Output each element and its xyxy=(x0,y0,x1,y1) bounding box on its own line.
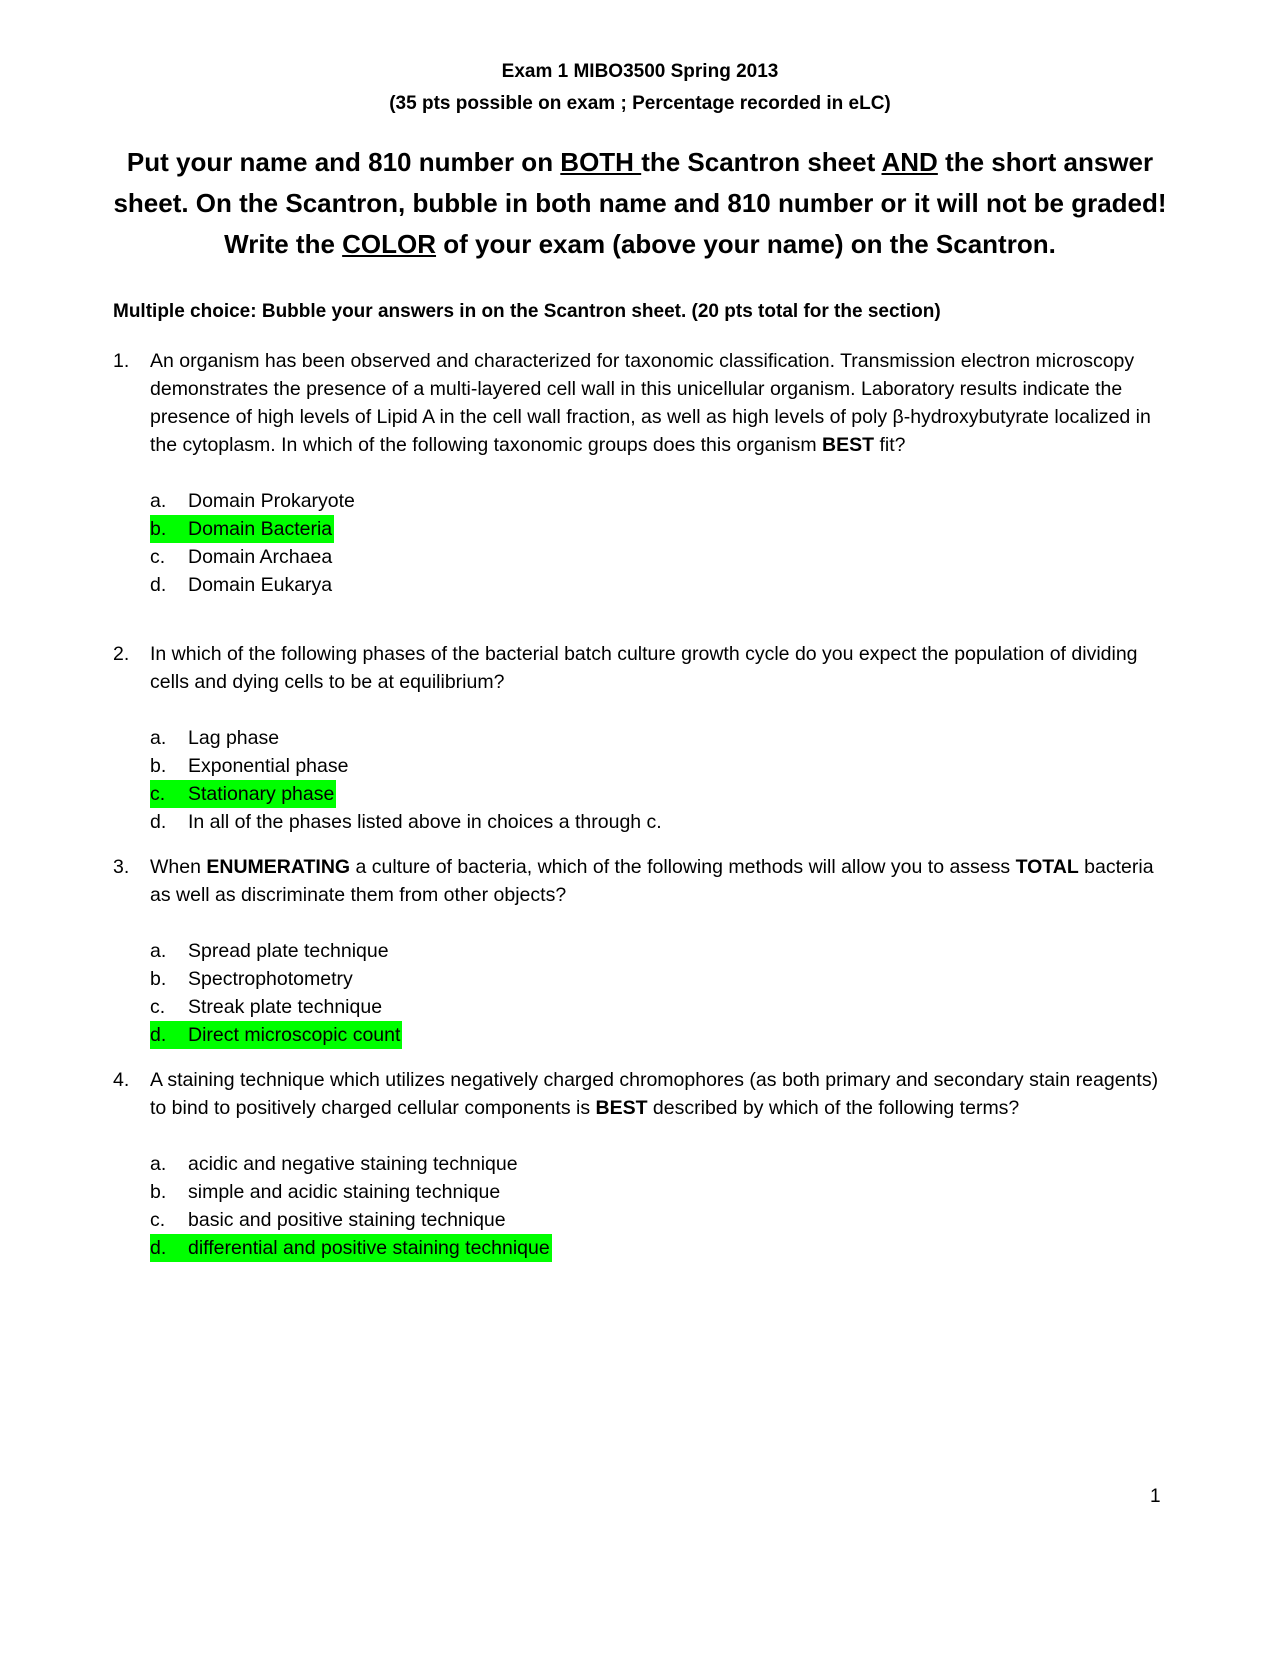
choice xyxy=(150,965,1163,993)
question xyxy=(113,640,1163,836)
choice-list xyxy=(150,487,1163,599)
choice xyxy=(150,752,1163,780)
choice-letter: d. xyxy=(150,1024,167,1046)
choice xyxy=(150,937,1163,965)
choice-text: simple and acidic staining technique xyxy=(188,1181,501,1203)
choice-letter: d. xyxy=(150,1237,167,1259)
choice-content xyxy=(150,752,350,780)
question xyxy=(113,1066,1163,1262)
emphasis-text: BEST xyxy=(595,1097,648,1119)
question-text-part: A staining technique which utilizes negatively charged chromophores (as both primary and secondary stain reagents) to bind to positively charged cellular components is xyxy=(150,1069,1159,1119)
choice xyxy=(150,993,1163,1021)
choice-letter: b. xyxy=(150,1181,167,1203)
emphasis-text: TOTAL xyxy=(1015,856,1079,878)
emphasis-text: ENUMERATING xyxy=(206,856,351,878)
choice-text: Domain Archaea xyxy=(188,546,333,568)
choice-letter: a. xyxy=(150,727,167,749)
choice-letter: a. xyxy=(150,490,167,512)
choice-text: Domain Bacteria xyxy=(188,518,333,540)
choice-content xyxy=(150,1234,552,1262)
choice-content xyxy=(150,515,334,543)
question-number: 3. xyxy=(113,856,130,878)
question-text-part: An organism has been observed and characterized for taxonomic classification. Transmission electron microscopy demonstrates the presence of a multi-layered cell wall in this unicellular organism. Laboratory results indicate the presence of high levels of Lipid A in the cell wall fraction, as well as high levels of poly β-hydroxybutyrate localized in the cytoplasm. In which of the following taxonomic groups does this organism xyxy=(150,350,1151,456)
instructions-color: COLOR xyxy=(342,229,437,259)
choice-list xyxy=(150,937,1163,1049)
choice-content xyxy=(150,993,384,1021)
choice-content xyxy=(150,571,334,599)
choice-text: Direct microscopic count xyxy=(188,1024,401,1046)
instructions-both: BOTH xyxy=(560,147,642,177)
question-text-part: a culture of bacteria, which of the following methods will allow you to assess xyxy=(350,856,1016,878)
choice-letter: d. xyxy=(150,811,167,833)
section-heading: Multiple choice: Bubble your answers in on the Scantron sheet. (20 pts total for the section) xyxy=(113,301,941,322)
question-text-part: bacteria as well as discriminate them from other objects? xyxy=(150,856,1154,906)
question-text xyxy=(150,640,1163,696)
question-text xyxy=(150,1066,1163,1122)
choice-content xyxy=(150,724,281,752)
question-number: 4. xyxy=(113,1069,130,1091)
choice-text: basic and positive staining technique xyxy=(188,1209,506,1231)
choice-content xyxy=(150,543,334,571)
exam-title: Exam 1 MIBO3500 Spring 2013 xyxy=(501,61,779,82)
instructions-text: of your exam (above your name) on the Scantron. xyxy=(436,229,1056,259)
question-text-part: In which of the following phases of the bacterial batch culture growth cycle do you expect the population of dividing cells and dying cells to be at equilibrium? xyxy=(150,643,1138,693)
correct-choice xyxy=(150,1234,1163,1262)
choice-text: differential and positive staining technique xyxy=(188,1237,550,1259)
choice-letter: b. xyxy=(150,755,167,777)
question-text xyxy=(150,347,1163,459)
choice xyxy=(150,487,1163,515)
instructions xyxy=(100,142,1180,265)
instructions-text: the short answer sheet. On the Scantron, bubble in both name and 810 number or it will not be graded! Write the xyxy=(113,147,1167,259)
choice-letter: b. xyxy=(150,968,167,990)
choice-letter: c. xyxy=(150,546,166,568)
question-text-part: When xyxy=(150,856,207,878)
correct-choice xyxy=(150,1021,1163,1049)
exam-subtitle: (35 pts possible on exam ; Percentage recorded in eLC) xyxy=(389,93,891,114)
choice-letter: c. xyxy=(150,1209,166,1231)
page-number: 1 xyxy=(1150,1486,1161,1507)
choice-content xyxy=(150,1021,402,1049)
choice-text: Lag phase xyxy=(188,727,280,749)
correct-choice xyxy=(150,515,1163,543)
choice-content xyxy=(150,808,664,836)
choice xyxy=(150,724,1163,752)
choice-text: In all of the phases listed above in choices a through c. xyxy=(188,811,662,833)
choice-content xyxy=(150,780,336,808)
choice-content xyxy=(150,937,391,965)
choice-content xyxy=(150,1150,520,1178)
choice-list xyxy=(150,1150,1163,1262)
choice-letter: b. xyxy=(150,518,167,540)
choice xyxy=(150,808,1163,836)
choice-text: Stationary phase xyxy=(188,783,335,805)
choice-text: Domain Eukarya xyxy=(188,574,333,596)
question-text-part: described by which of the following terms? xyxy=(647,1097,1020,1119)
question xyxy=(113,347,1163,599)
choice-content xyxy=(150,487,357,515)
choice-list xyxy=(150,724,1163,836)
choice-text: Domain Prokaryote xyxy=(188,490,355,512)
choice-text: Exponential phase xyxy=(188,755,349,777)
question-number: 1. xyxy=(113,350,130,372)
choice xyxy=(150,543,1163,571)
choice xyxy=(150,1178,1163,1206)
choice-content xyxy=(150,965,355,993)
choice xyxy=(150,1206,1163,1234)
emphasis-text: BEST xyxy=(822,434,875,456)
choice-letter: a. xyxy=(150,940,167,962)
choice-letter: a. xyxy=(150,1153,167,1175)
question-text-part: fit? xyxy=(874,434,906,456)
choice-text: Streak plate technique xyxy=(188,996,383,1018)
choice-text: Spread plate technique xyxy=(188,940,389,962)
correct-choice xyxy=(150,780,1163,808)
choice-text: acidic and negative staining technique xyxy=(188,1153,518,1175)
instructions-text: the Scantron sheet xyxy=(641,147,882,177)
choice-content xyxy=(150,1178,502,1206)
question xyxy=(113,853,1163,1049)
choice xyxy=(150,571,1163,599)
choice-content xyxy=(150,1206,508,1234)
choice-letter: c. xyxy=(150,996,166,1018)
choice-letter: c. xyxy=(150,783,166,805)
choice-letter: d. xyxy=(150,574,167,596)
question-text xyxy=(150,853,1163,909)
choice-text: Spectrophotometry xyxy=(188,968,353,990)
instructions-text: Put your name and 810 number on xyxy=(126,147,561,177)
instructions-and: AND xyxy=(881,147,938,177)
choice xyxy=(150,1150,1163,1178)
question-number: 2. xyxy=(113,643,130,665)
